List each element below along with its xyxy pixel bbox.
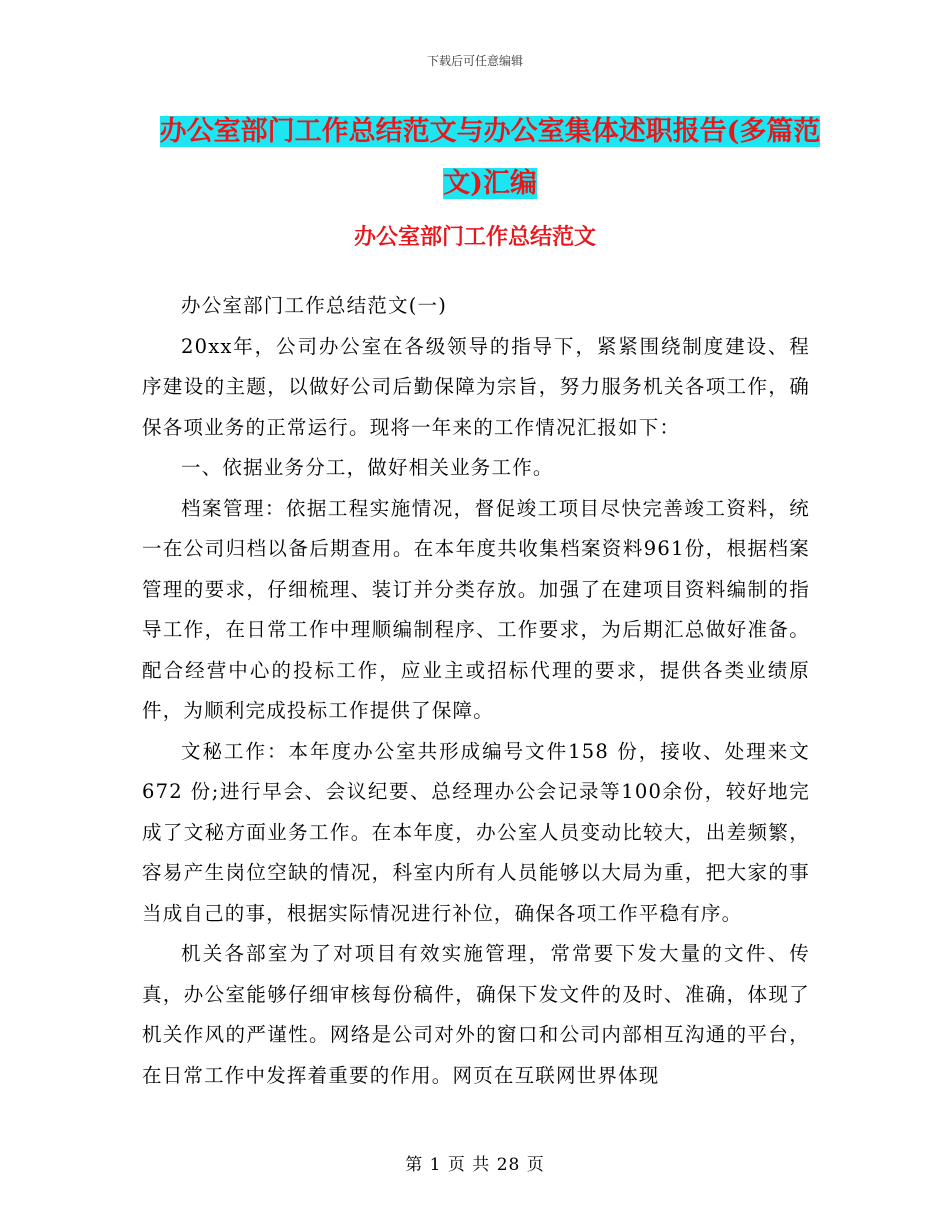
- paragraph: 办公室部门工作总结范文(一): [181, 294, 448, 317]
- paragraph: 20xx年，公司办公室在各级领导的指导下，紧紧围绕制度建设、程序建设的主题，以做好公司后勤保障为宗旨，努力服务机关各项工作，确保各项业务的正常运行。现将一年来的工作情况汇报如下：: [142, 334, 810, 439]
- paragraph: 一、依据业务分工，做好相关业务工作。: [181, 456, 554, 479]
- page-header-note: 下载后可任意编辑: [426, 54, 523, 68]
- paragraph: 文秘工作：本年度办公室共形成编号文件158 份，接收、处理来文672 份;进行早会、会议纪要、总经理办公会记录等100余份，较好地完成了文秘方面业务工作。在本年度，办公室人员变动比较大，出差频繁，容易产生岗位空缺的情况，科室内所有人员能够以大局为重，把大家的事当成自己的事，根据实际情况进行补位，确保各项工作平稳有序。: [142, 739, 810, 925]
- document-title: [140, 106, 840, 210]
- page-number-footer: 第 1 页 共 28 页: [405, 1155, 545, 1175]
- paragraph: 机关各部室为了对项目有效实施管理，常常要下发大量的文件、传真，办公室能够仔细审核每份稿件，确保下发文件的及时、准确，体现了机关作风的严谨性。网络是公司对外的窗口和公司内部相互沟通的平台，在日常工作中发挥着重要的作用。网页在互联网世界体现: [142, 942, 810, 1087]
- document-body: [142, 286, 810, 1096]
- section-title: 办公室部门工作总结范文: [353, 224, 596, 250]
- paragraph: 档案管理：依据工程实施情况，督促竣工项目尽快完善竣工资料，统一在公司归档以备后期查用。在本年度共收集档案资料961份，根据档案管理的要求，仔细梳理、装订并分类存放。加强了在建项目资料编制的指导工作，在日常工作中理顺编制程序、工作要求，为后期汇总做好准备。配合经营中心的投标工作，应业主或招标代理的要求，提供各类业绩原件，为顺利完成投标工作提供了保障。: [142, 496, 810, 722]
- document-title-text: 办公室部门工作总结范文与办公室集体述职报告(多篇范文)汇编: [159, 116, 821, 199]
